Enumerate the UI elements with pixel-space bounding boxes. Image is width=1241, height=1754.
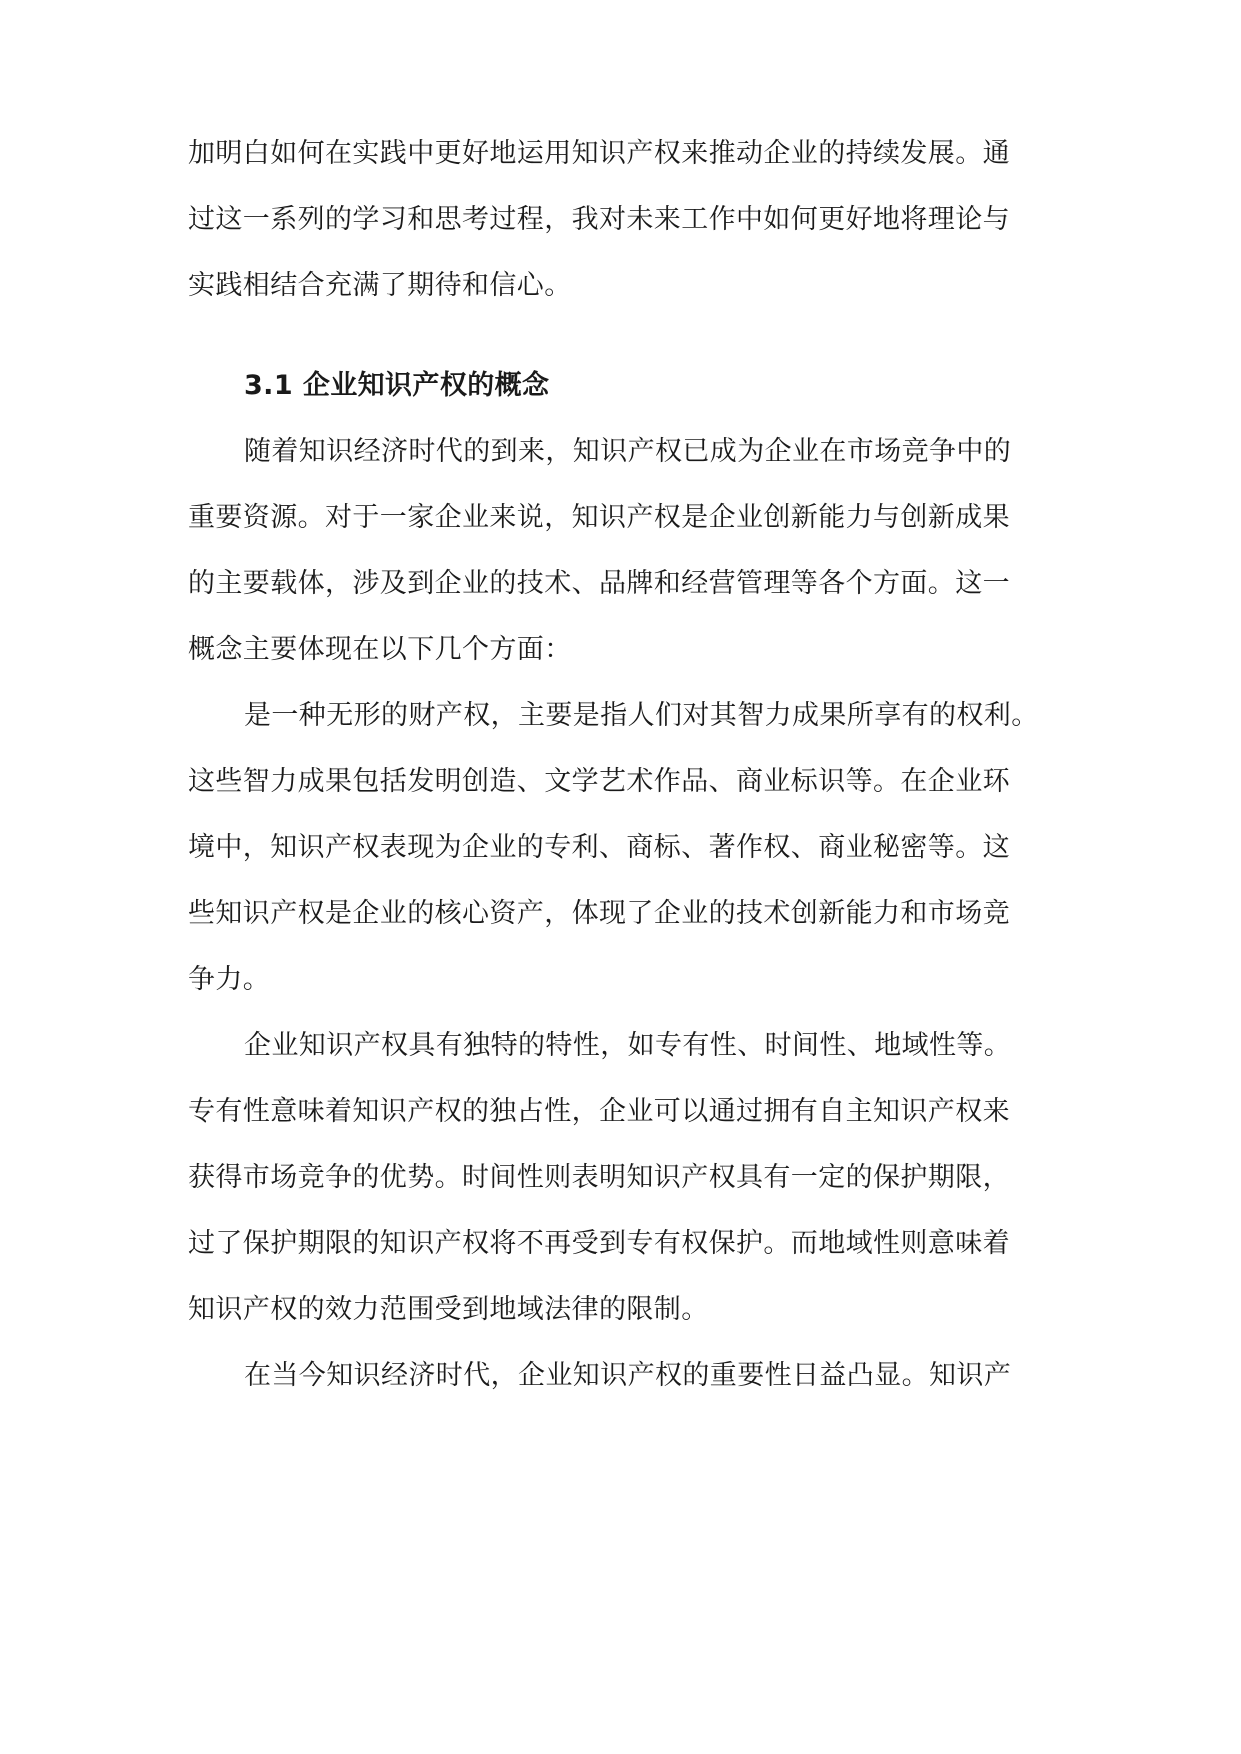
paragraph-1-line-4: 概念主要体现在以下几个方面： xyxy=(188,634,572,665)
paragraph-2-line-5: 争力。 xyxy=(188,964,271,995)
paragraph-1-line-1: 随着知识经济时代的到来，知识产权已成为企业在市场竞争中的 xyxy=(244,436,1012,467)
paragraph-3-line-3: 获得市场竞争的优势。时间性则表明知识产权具有一定的保护期限， xyxy=(188,1162,1010,1193)
paragraph-1-line-3: 的主要载体，涉及到企业的技术、品牌和经营管理等各个方面。这一 xyxy=(188,568,1010,599)
paragraph-3-line-5: 知识产权的效力范围受到地域法律的限制。 xyxy=(188,1294,709,1325)
section-heading: 3.1 企业知识产权的概念 xyxy=(244,370,550,401)
intro-line-1: 加明白如何在实践中更好地运用知识产权来推动企业的持续发展。通 xyxy=(188,138,1010,169)
paragraph-3-line-4: 过了保护期限的知识产权将不再受到专有权保护。而地域性则意味着 xyxy=(188,1228,1010,1259)
paragraph-4-line-1: 在当今知识经济时代，企业知识产权的重要性日益凸显。知识产 xyxy=(244,1360,1012,1391)
paragraph-2-line-1: 是一种无形的财产权，主要是指人们对其智力成果所享有的权利。 xyxy=(244,700,1039,731)
intro-line-3: 实践相结合充满了期待和信心。 xyxy=(188,270,572,301)
intro-line-2: 过这一系列的学习和思考过程，我对未来工作中如何更好地将理论与 xyxy=(188,204,1010,235)
paragraph-3-line-1: 企业知识产权具有独特的特性，如专有性、时间性、地域性等。 xyxy=(244,1030,1012,1061)
paragraph-3-line-2: 专有性意味着知识产权的独占性，企业可以通过拥有自主知识产权来 xyxy=(188,1096,1010,1127)
paragraph-2-line-3: 境中，知识产权表现为企业的专利、商标、著作权、商业秘密等。这 xyxy=(188,832,1010,863)
paragraph-2-line-4: 些知识产权是企业的核心资产，体现了企业的技术创新能力和市场竞 xyxy=(188,898,1010,929)
paragraph-1-line-2: 重要资源。对于一家企业来说，知识产权是企业创新能力与创新成果 xyxy=(188,502,1010,533)
paragraph-2-line-2: 这些智力成果包括发明创造、文学艺术作品、商业标识等。在企业环 xyxy=(188,766,1010,797)
